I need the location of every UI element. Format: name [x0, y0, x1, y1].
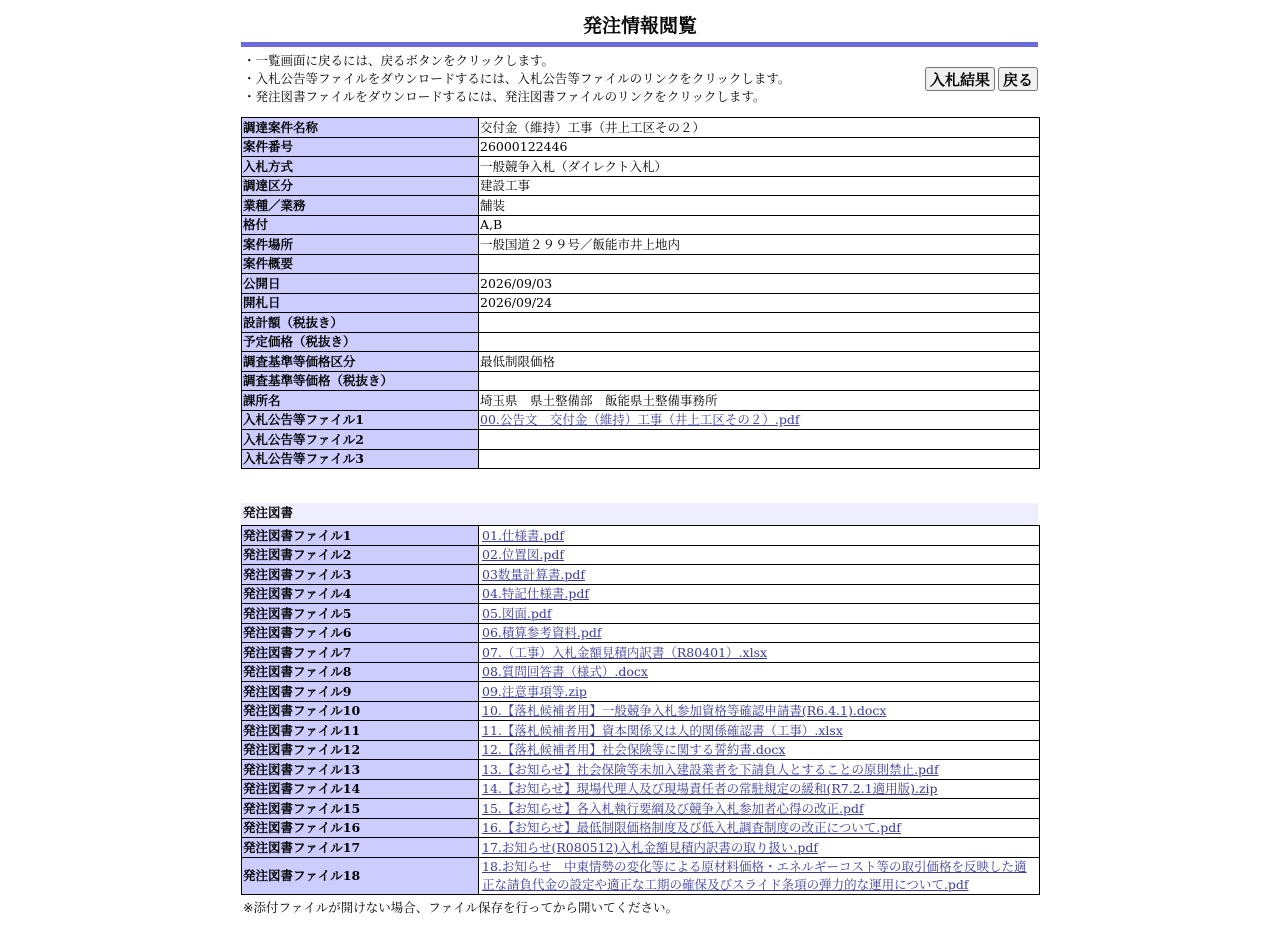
- file-download-link[interactable]: 13.【お知らせ】社会保険等未加入建設業者を下請負人とすることの原則禁止.pdf: [482, 761, 939, 777]
- file-download-link[interactable]: 11.【落札候補者用】資本関係又は人的関係確認書（工事）.xlsx: [482, 722, 843, 738]
- field-label: 発注図書ファイル3: [242, 565, 479, 585]
- field-label: 案件概要: [242, 254, 479, 274]
- table-row: [242, 740, 1040, 760]
- table-row: [242, 604, 1040, 624]
- field-label: 格付: [242, 215, 479, 235]
- file-download-link[interactable]: 00.公告文 交付金（維持）工事（井上工区その２）.pdf: [480, 412, 800, 428]
- instructions-list: [243, 52, 790, 106]
- table-row: [242, 584, 1040, 604]
- field-value: [479, 545, 1040, 565]
- table-row: [242, 565, 1040, 585]
- field-label: 発注図書ファイル7: [242, 643, 479, 663]
- table-row: [242, 176, 1040, 196]
- field-value: [479, 838, 1040, 858]
- file-download-link[interactable]: 08.質問回答書（様式）.docx: [482, 664, 648, 680]
- table-row: [242, 274, 1040, 294]
- bid-result-button[interactable]: 入札結果: [925, 67, 995, 91]
- instruction-item: ・入札公告等ファイルをダウンロードするには、入札公告等ファイルのリンクをクリックします。: [243, 71, 791, 86]
- field-label: 調査基準等価格区分: [242, 352, 479, 372]
- field-label: 調達案件名称: [242, 118, 479, 138]
- field-value: 2026/09/03: [479, 274, 1040, 294]
- file-download-link[interactable]: 12.【落札候補者用】社会保険等に関する誓約書.docx: [482, 742, 786, 758]
- field-label: 入札公告等ファイル1: [242, 410, 479, 430]
- table-row: [242, 526, 1040, 546]
- file-download-link[interactable]: 17.お知らせ(R080512)入札金額見積内訳書の取り扱い.pdf: [482, 839, 818, 855]
- field-value: 一般国道２９９号／飯能市井上地内: [479, 235, 1040, 255]
- field-label: 予定価格（税抜き）: [242, 332, 479, 352]
- file-download-link[interactable]: 14.【お知らせ】現場代理人及び現場責任者の常駐規定の緩和(R7.2.1適用版).zip: [482, 781, 938, 797]
- table-row: [242, 701, 1040, 721]
- file-download-link[interactable]: 02.位置図.pdf: [482, 547, 564, 563]
- field-value: [479, 643, 1040, 663]
- field-label: 案件場所: [242, 235, 479, 255]
- field-label: 発注図書ファイル16: [242, 818, 479, 838]
- field-value: 建設工事: [479, 176, 1040, 196]
- field-label: 設計額（税抜き）: [242, 313, 479, 333]
- field-label: 発注図書ファイル14: [242, 779, 479, 799]
- file-download-link[interactable]: 18.お知らせ 中東情勢の変化等による原材料価格・エネルギーコスト等の取引価格を反映した適正な請負代金の設定や適正な工期の確保及びスライド条項の弾力的な運用について.pdf: [482, 858, 1027, 892]
- field-label: 業種／業務: [242, 196, 479, 216]
- page-title: 発注情報閲覧: [582, 15, 697, 37]
- field-value: [479, 526, 1040, 546]
- field-label: 入札公告等ファイル2: [242, 430, 479, 450]
- file-download-link[interactable]: 05.図面.pdf: [482, 605, 552, 621]
- table-row: [242, 313, 1040, 333]
- field-value: 26000122446: [479, 137, 1040, 157]
- table-row: [242, 838, 1040, 858]
- field-label: 発注図書ファイル8: [242, 662, 479, 682]
- instruction-item: ・発注図書ファイルをダウンロードするには、発注図書ファイルのリンクをクリックします。: [243, 89, 766, 104]
- docs-section-heading: 発注図書: [241, 503, 1038, 525]
- field-label: 発注図書ファイル13: [242, 760, 479, 780]
- file-download-link[interactable]: 07.（工事）入札金額見積内訳書（R80401）.xlsx: [482, 644, 768, 660]
- table-row: [242, 391, 1040, 411]
- field-label: 発注図書ファイル4: [242, 584, 479, 604]
- table-row: [242, 196, 1040, 216]
- table-row: [242, 293, 1040, 313]
- table-row: [242, 371, 1040, 391]
- field-value: [479, 682, 1040, 702]
- field-value: [479, 604, 1040, 624]
- file-download-link[interactable]: 03数量計算書.pdf: [482, 566, 586, 582]
- field-label: 開札日: [242, 293, 479, 313]
- field-value: [479, 799, 1040, 819]
- page-container: [241, 0, 1039, 916]
- field-label: 発注図書ファイル1: [242, 526, 479, 546]
- field-label: 調査基準等価格（税抜き）: [242, 371, 479, 391]
- field-label: 発注図書ファイル6: [242, 623, 479, 643]
- field-value: [479, 410, 1040, 430]
- field-value: [479, 332, 1040, 352]
- table-row: [242, 137, 1040, 157]
- field-value: 一般競争入札（ダイレクト入札）: [479, 157, 1040, 177]
- table-row: [242, 662, 1040, 682]
- file-download-link[interactable]: 04.特記仕様書.pdf: [482, 586, 589, 602]
- back-button[interactable]: 戻る: [998, 67, 1038, 91]
- field-value: [479, 449, 1040, 469]
- field-value: [479, 779, 1040, 799]
- field-label: 案件番号: [242, 137, 479, 157]
- file-download-link[interactable]: 01.仕様書.pdf: [482, 527, 564, 543]
- file-download-link[interactable]: 06.積算参考資料.pdf: [482, 625, 602, 641]
- field-value: [479, 740, 1040, 760]
- field-value: 最低制限価格: [479, 352, 1040, 372]
- footer-note: ※添付ファイルが開けない場合、ファイル保存を行ってから開いてください。: [243, 899, 678, 915]
- table-row: [242, 799, 1040, 819]
- table-row: [242, 430, 1040, 450]
- field-value: 舗装: [479, 196, 1040, 216]
- table-row: [242, 332, 1040, 352]
- file-download-link[interactable]: 09.注意事項等.zip: [482, 683, 587, 699]
- field-label: 発注図書ファイル17: [242, 838, 479, 858]
- docs-table: [241, 525, 1040, 895]
- field-value: [479, 254, 1040, 274]
- field-value: [479, 857, 1040, 894]
- field-label: 発注図書ファイル5: [242, 604, 479, 624]
- field-value: [479, 623, 1040, 643]
- field-value: 埼玉県 県土整備部 飯能県土整備事務所: [479, 391, 1040, 411]
- action-buttons: [925, 67, 1038, 91]
- table-row: [242, 215, 1040, 235]
- field-value: 2026/09/24: [479, 293, 1040, 313]
- field-value: [479, 430, 1040, 450]
- field-label: 公開日: [242, 274, 479, 294]
- field-label: 発注図書ファイル9: [242, 682, 479, 702]
- field-value: [479, 760, 1040, 780]
- field-value: [479, 584, 1040, 604]
- field-label: 課所名: [242, 391, 479, 411]
- field-value: [479, 818, 1040, 838]
- instructions-area: [241, 47, 1039, 117]
- table-row: [242, 118, 1040, 138]
- table-row: [242, 721, 1040, 741]
- details-table: [241, 117, 1040, 469]
- field-label: 入札方式: [242, 157, 479, 177]
- table-row: [242, 235, 1040, 255]
- table-row: [242, 643, 1040, 663]
- file-download-link[interactable]: 16.【お知らせ】最低制限価格制度及び低入札調査制度の改正について.pdf: [482, 820, 901, 836]
- field-label: 発注図書ファイル2: [242, 545, 479, 565]
- field-label: 発注図書ファイル11: [242, 721, 479, 741]
- instruction-item: ・一覧画面に戻るには、戻るボタンをクリックします。: [243, 53, 555, 68]
- table-row: [242, 857, 1040, 894]
- field-value: [479, 565, 1040, 585]
- table-row: [242, 818, 1040, 838]
- table-row: [242, 760, 1040, 780]
- field-label: 入札公告等ファイル3: [242, 449, 479, 469]
- field-label: 発注図書ファイル18: [242, 857, 479, 894]
- field-label: 発注図書ファイル12: [242, 740, 479, 760]
- table-row: [242, 545, 1040, 565]
- field-label: 調達区分: [242, 176, 479, 196]
- table-row: [242, 682, 1040, 702]
- table-row: [242, 779, 1040, 799]
- table-row: [242, 254, 1040, 274]
- field-value: [479, 721, 1040, 741]
- field-value: [479, 662, 1040, 682]
- file-download-link[interactable]: 15.【お知らせ】各入札執行要綱及び競争入札参加者心得の改正.pdf: [482, 800, 864, 816]
- field-value: [479, 371, 1040, 391]
- table-row: [242, 352, 1040, 372]
- field-value: A,B: [479, 215, 1040, 235]
- table-row: [242, 410, 1040, 430]
- field-value: [479, 701, 1040, 721]
- field-value: 交付金（維持）工事（井上工区その２）: [479, 118, 1040, 138]
- field-label: 発注図書ファイル15: [242, 799, 479, 819]
- file-download-link[interactable]: 10.【落札候補者用】一般競争入札参加資格等確認申請書(R6.4.1).docx: [482, 703, 887, 719]
- table-row: [242, 449, 1040, 469]
- field-label: 発注図書ファイル10: [242, 701, 479, 721]
- table-row: [242, 623, 1040, 643]
- field-value: [479, 313, 1040, 333]
- table-row: [242, 157, 1040, 177]
